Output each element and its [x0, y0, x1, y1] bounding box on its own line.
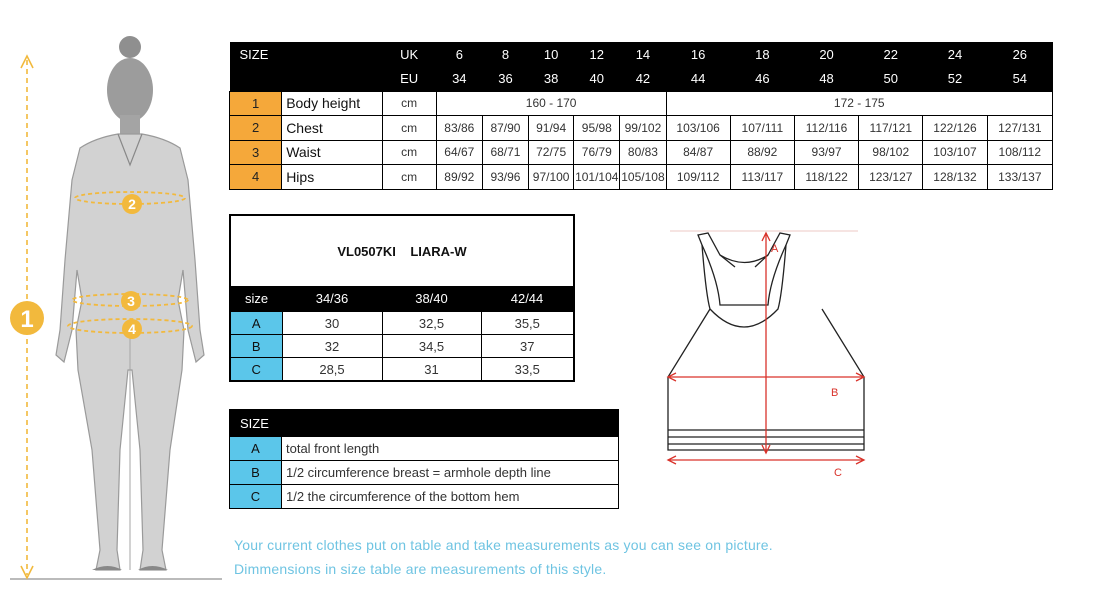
- uk-size-cell: 6: [436, 42, 482, 67]
- value-cell: 68/71: [482, 140, 528, 165]
- value-cell: 103/106: [666, 116, 730, 141]
- product-title-row: [230, 215, 574, 286]
- eu-size-cell: 52: [923, 67, 987, 92]
- measure-key: C: [230, 358, 282, 382]
- value-cell: 93/96: [482, 165, 528, 190]
- value-cell: 98/102: [859, 140, 923, 165]
- measure-value: 34,5: [382, 335, 481, 358]
- value-cell: 84/87: [666, 140, 730, 165]
- value-cell: 117/121: [859, 116, 923, 141]
- value-cell: 97/100: [529, 165, 574, 190]
- value-cell: 113/117: [730, 165, 794, 190]
- value-cell: 118/122: [794, 165, 858, 190]
- product-row-c: [230, 358, 574, 382]
- unit-cell: cm: [382, 91, 436, 116]
- note-line-1: Your current clothes put on table and take measurements as you can see on picture.: [234, 537, 773, 553]
- legend-desc: 1/2 the circumference of the bottom hem: [282, 485, 619, 509]
- label-b: B: [831, 387, 839, 399]
- value-cell: 127/131: [987, 116, 1052, 141]
- uk-size-cell: 18: [730, 42, 794, 67]
- size-header: SIZE: [230, 42, 383, 67]
- value-cell: 95/98: [574, 116, 620, 141]
- unit-cell: cm: [382, 116, 436, 141]
- legend-key: B: [230, 461, 282, 485]
- eu-size-cell: 44: [666, 67, 730, 92]
- eu-size-cell: 48: [794, 67, 858, 92]
- eu-size-row: [230, 67, 1053, 92]
- value-cell: 112/116: [794, 116, 858, 141]
- row-number: 3: [230, 140, 282, 165]
- measure-key: A: [230, 312, 282, 335]
- product-size-cell: 34/36: [282, 286, 382, 312]
- legend-key: A: [230, 437, 282, 461]
- waist-marker-badge: [121, 291, 141, 311]
- product-name: LIARA-W: [410, 243, 467, 259]
- row-number: 1: [230, 91, 282, 116]
- uk-size-cell: 14: [620, 42, 666, 67]
- row-label: Hips: [282, 165, 382, 190]
- note-line-2: Dimmensions in size table are measurements of this style.: [234, 561, 607, 577]
- measure-value: 32,5: [382, 312, 481, 335]
- eu-label: EU: [382, 67, 436, 92]
- svg-text:1: 1: [20, 306, 34, 333]
- legend-row: [230, 437, 619, 461]
- uk-size-cell: 12: [574, 42, 620, 67]
- svg-text:2: 2: [128, 196, 136, 212]
- eu-size-cell: 50: [859, 67, 923, 92]
- value-cell: 83/86: [436, 116, 482, 141]
- legend-desc: total front length: [282, 437, 619, 461]
- measure-value: 35,5: [481, 312, 574, 335]
- value-cell: 122/126: [923, 116, 987, 141]
- measure-a-line: [762, 233, 770, 453]
- measure-value: 28,5: [282, 358, 382, 382]
- value-cell: 64/67: [436, 140, 482, 165]
- value-cell: 80/83: [620, 140, 666, 165]
- row-label: Body height: [282, 91, 382, 116]
- eu-size-cell: 34: [436, 67, 482, 92]
- unit-cell: cm: [382, 165, 436, 190]
- row-number: 2: [230, 116, 282, 141]
- eu-size-cell: 54: [987, 67, 1052, 92]
- svg-text:3: 3: [127, 293, 135, 309]
- unit-cell: cm: [382, 140, 436, 165]
- value-cell: 107/111: [730, 116, 794, 141]
- uk-size-cell: 24: [923, 42, 987, 67]
- chest-marker-badge: [122, 194, 142, 214]
- measure-key: B: [230, 335, 282, 358]
- eu-size-cell: 42: [620, 67, 666, 92]
- row-number: 4: [230, 165, 282, 190]
- product-code: VL0507KI: [337, 243, 396, 259]
- measure-c-line: [668, 456, 864, 464]
- product-size-header-row: [230, 286, 574, 312]
- legend-key: C: [230, 485, 282, 509]
- value-cell: 109/112: [666, 165, 730, 190]
- measure-value: 33,5: [481, 358, 574, 382]
- waist-row: [230, 140, 1053, 165]
- value-cell: 76/79: [574, 140, 620, 165]
- legend-header-row: [230, 410, 619, 437]
- value-cell: 105/108: [620, 165, 666, 190]
- product-size-cell: 42/44: [481, 286, 574, 312]
- chest-row: [230, 116, 1053, 141]
- svg-text:4: 4: [128, 321, 136, 337]
- uk-size-cell: 10: [529, 42, 574, 67]
- value-cell: 91/94: [529, 116, 574, 141]
- height-range-cell: 160 - 170: [436, 91, 666, 116]
- uk-size-cell: 26: [987, 42, 1052, 67]
- label-a: A: [771, 243, 779, 255]
- product-row-b: [230, 335, 574, 358]
- value-cell: 93/97: [794, 140, 858, 165]
- measure-value: 32: [282, 335, 382, 358]
- measure-value: 30: [282, 312, 382, 335]
- value-cell: 88/92: [730, 140, 794, 165]
- uk-size-row: [230, 42, 1053, 67]
- uk-size-cell: 16: [666, 42, 730, 67]
- uk-label: UK: [382, 42, 436, 67]
- hips-marker-badge: [122, 319, 142, 339]
- eu-size-cell: 36: [482, 67, 528, 92]
- size-chart-table: [229, 42, 1053, 190]
- eu-size-cell: 40: [574, 67, 620, 92]
- row-label: Chest: [282, 116, 382, 141]
- product-row-a: [230, 312, 574, 335]
- legend-header: SIZE: [230, 410, 619, 437]
- body-measurement-figure: [0, 30, 225, 590]
- label-c: C: [834, 467, 842, 479]
- legend-row: [230, 461, 619, 485]
- value-cell: 103/107: [923, 140, 987, 165]
- eu-size-cell: 38: [529, 67, 574, 92]
- product-measurement-table: [229, 214, 575, 382]
- value-cell: 123/127: [859, 165, 923, 190]
- value-cell: 128/132: [923, 165, 987, 190]
- measure-value: 37: [481, 335, 574, 358]
- bra-top-diagram: [660, 225, 870, 485]
- value-cell: 87/90: [482, 116, 528, 141]
- product-size-cell: 38/40: [382, 286, 481, 312]
- legend-row: [230, 485, 619, 509]
- value-cell: 72/75: [529, 140, 574, 165]
- uk-size-cell: 20: [794, 42, 858, 67]
- hips-row: [230, 165, 1053, 190]
- legend-desc: 1/2 circumference breast = armhole depth line: [282, 461, 619, 485]
- value-cell: 101/104: [574, 165, 620, 190]
- value-cell: 133/137: [987, 165, 1052, 190]
- measurement-legend-table: [229, 409, 619, 509]
- size-label: size: [230, 286, 282, 312]
- measure-value: 31: [382, 358, 481, 382]
- uk-size-cell: 8: [482, 42, 528, 67]
- eu-size-cell: 46: [730, 67, 794, 92]
- body-height-row: [230, 91, 1053, 116]
- value-cell: 108/112: [987, 140, 1052, 165]
- value-cell: 89/92: [436, 165, 482, 190]
- height-range-cell: 172 - 175: [666, 91, 1052, 116]
- height-marker-badge: [10, 301, 44, 335]
- uk-size-cell: 22: [859, 42, 923, 67]
- value-cell: 99/102: [620, 116, 666, 141]
- row-label: Waist: [282, 140, 382, 165]
